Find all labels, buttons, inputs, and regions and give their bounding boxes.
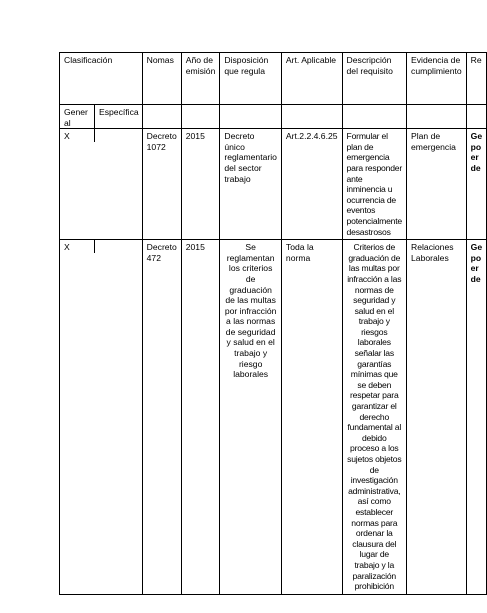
subheader-empty [342, 105, 406, 129]
clasificacion-cell [60, 240, 143, 595]
anio-cell: 2015 [181, 240, 220, 595]
table-row [60, 129, 487, 240]
header-clasificacion: Clasificación [60, 53, 143, 105]
header-articulo: Art. Aplicable [281, 53, 342, 105]
subheader-empty [220, 105, 282, 129]
general-mark: X [60, 129, 95, 142]
header-row [60, 53, 487, 105]
especifica-mark [95, 240, 102, 253]
subheader-empty [281, 105, 342, 129]
clasificacion-cell [60, 129, 143, 240]
subheader-especifica: Específica [99, 107, 139, 117]
disposicion-cell: Decreto único reglamentario del sector trabajo [220, 129, 282, 240]
descripcion-cell: Formular el plan de emergencia para responder ante inminencia u ocurrencia de eventos potencialmente desastrosos [342, 129, 406, 240]
general-mark: X [60, 240, 95, 253]
subheader-empty [466, 105, 486, 129]
cut-column-cell: Ge po er de [466, 240, 486, 595]
disposicion-cell: Se reglamentan los criterios de graduación de las multas por infracción a las normas de seguridad y salud en el trabajo y riesgo laborales [220, 240, 282, 595]
legal-requirements-table [59, 52, 487, 595]
header-descripcion: Descripción del requisito [342, 53, 406, 105]
norma-cell: Decreto 1072 [142, 129, 181, 240]
cut-column-cell: Ge po er de [466, 129, 486, 240]
header-evidencia: Evidencia de cumplimiento [407, 53, 467, 105]
header-nomas: Nomas [142, 53, 181, 105]
evidencia-cell: Plan de emergencia [407, 129, 467, 240]
evidencia-cell: Relaciones Laborales [407, 240, 467, 595]
header-disposicion: Disposición que regula [220, 53, 282, 105]
subheader-split-cell [60, 105, 143, 129]
header-cut-column: Re [466, 53, 486, 105]
anio-cell: 2015 [181, 129, 220, 240]
table-row [60, 240, 487, 595]
norma-cell: Decreto 472 [142, 240, 181, 595]
subheader-empty [407, 105, 467, 129]
header-anio: Año de emisión [181, 53, 220, 105]
articulo-cell: Toda la norma [281, 240, 342, 595]
articulo-cell: Art.2.2.4.6.25 [281, 129, 342, 240]
descripcion-cell: Criterios de graduación de las multas por infracción a las normas de seguridad y salud en el trabajo y riesgos laborales señalar las garantías mínimas que se deben respetar para garantizar el derecho fundamental al debido proceso a los sujetos objetos de investigación administrativa, así como establecer normas para ordenar la clausura del lugar de trabajo y la paralización prohibición [342, 240, 406, 595]
subheader-row [60, 105, 487, 129]
subheader-empty [181, 105, 220, 129]
especifica-mark [95, 129, 102, 142]
subheader-general: General [60, 105, 95, 128]
subheader-empty [142, 105, 181, 129]
